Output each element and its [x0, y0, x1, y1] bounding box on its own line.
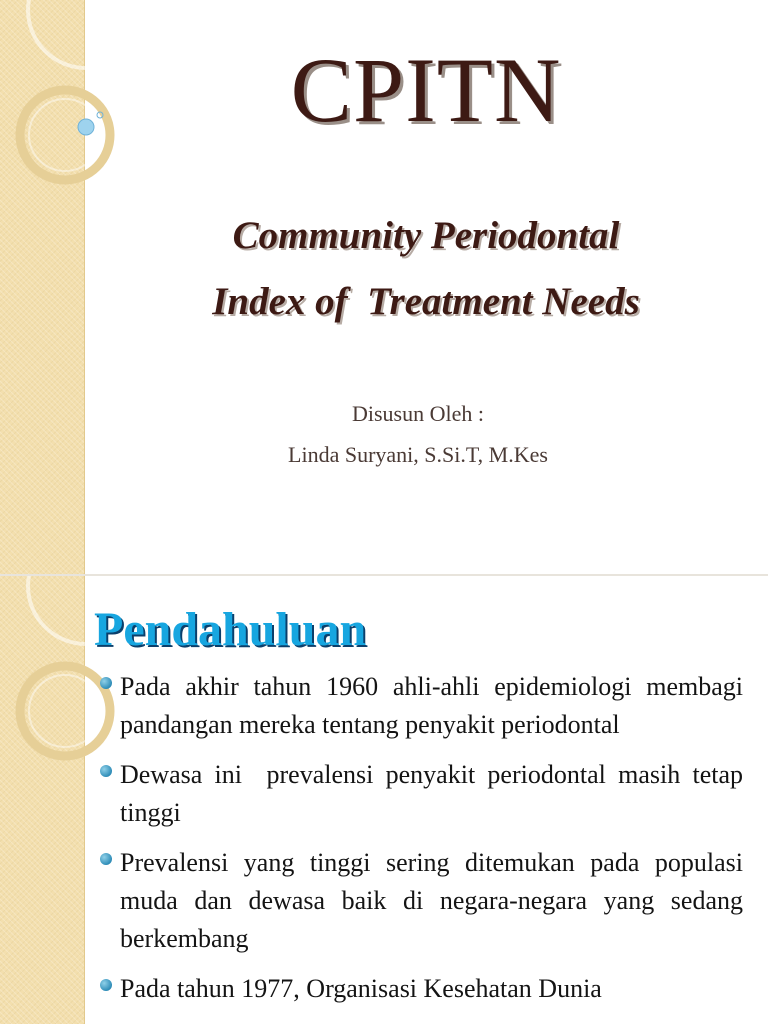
author-name: Linda Suryani, S.Si.T, M.Kes — [288, 442, 548, 467]
list-item — [98, 668, 750, 744]
bullet-list — [98, 668, 750, 1020]
bullet-text: Pada akhir tahun 1960 ahli-ahli epidemiologi membagi pandangan mereka tentang penyakit periodontal — [120, 672, 750, 739]
subtitle-line-1: Community Periodontal — [232, 214, 620, 257]
bullet-icon — [100, 677, 112, 689]
slide-heading: Pendahuluan — [94, 603, 367, 656]
bullet-icon — [100, 853, 112, 865]
list-item — [98, 844, 743, 958]
list-item — [98, 756, 750, 832]
bullet-text: Prevalensi yang tinggi sering ditemukan pada populasi muda dan dewasa baik di negara-negara yang sedang berkembang — [120, 848, 743, 953]
bullet-icon — [100, 979, 112, 991]
slide-title: CPITN — [290, 39, 562, 141]
bullet-text: Dewasa ini prevalensi penyakit periodontal masih tetap tinggi — [120, 760, 750, 827]
author-label: Disusun Oleh : — [352, 401, 484, 426]
bullet-text: Pada tahun 1977, Organisasi Kesehatan Dunia — [120, 974, 602, 1003]
subtitle-line-2: Index of Treatment Needs — [212, 280, 640, 323]
content-slide — [0, 576, 768, 1024]
bullet-icon — [100, 765, 112, 777]
list-item — [98, 970, 743, 1008]
